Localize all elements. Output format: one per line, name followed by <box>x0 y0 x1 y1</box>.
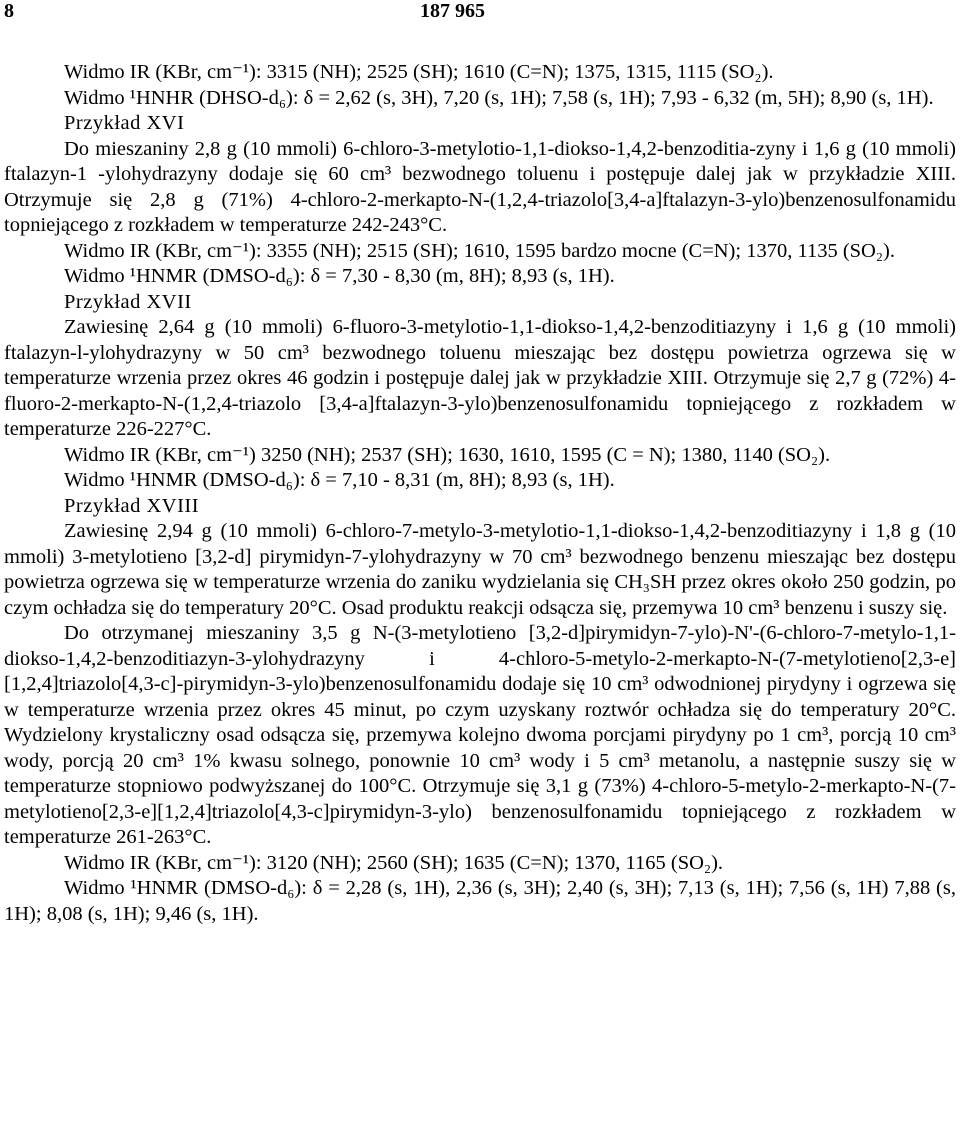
nmr-spectrum-line: Widmo ¹HNMR (DMSO-d₆): δ = 7,10 - 8,31 (m, 8H); 8,93 (s, 1H). <box>64 469 615 491</box>
nmr-spectrum-line: Widmo ¹HNMR (DMSO-d₆): δ = 2,28 (s, 1H), 2,36 (s, 3H); 2,40 (s, 3H); 7,13 (s, 1H); 7,56 (s, 1H) 7,88 (s, 1H); 8,08 (s, 1H); 9,46 (s, 1H). <box>4 877 956 925</box>
ir-spectrum-line: Widmo IR (KBr, cm⁻¹): 3355 (NH); 2515 (SH); 1610, 1595 bardzo mocne (C=N); 1370, 1135 (SO₂). <box>64 239 895 262</box>
page-number: 8 <box>4 0 14 22</box>
example-heading: Przykład XVIII <box>64 494 200 517</box>
example-heading: Przykład XVI <box>64 112 185 134</box>
patent-number: 187 965 <box>420 0 485 22</box>
nmr-spectrum-line: Widmo ¹HNHR (DHSO-d₆): δ = 2,62 (s, 3H), 7,20 (s, 1H); 7,58 (s, 1H); 7,93 - 6,32 (m, 5H); 8,90 (s, 1H). <box>64 86 934 109</box>
example-paragraph: Zawiesinę 2,94 g (10 mmoli) 6-chloro-7-metylo-3-metylotio-1,1-diokso-1,4,2-benzoditiazyny i 1,8 g (10 mmoli) 3-metylotieno [3,2-d] pirymidyn-7-ylohydrazyny w 70 cm³ bezwodnego benzenu mieszając bez dostępu powietrza ogrzewa się w temperaturze wrzenia do zaniku wydzielania się CH₃SH przez okres około 250 godzin, po czym ochładza się do temperatury 20°C. Osad produktu reakcji odsącza się, przemywa 10 cm³ benzenu i suszy się. <box>4 520 956 619</box>
example-heading: Przykład XVII <box>64 290 192 313</box>
ir-spectrum-line: Widmo IR (KBr, cm⁻¹): 3120 (NH); 2560 (SH); 1635 (C=N); 1370, 1165 (SO₂). <box>64 851 724 874</box>
document-body <box>4 60 956 927</box>
ir-spectrum-line: Widmo IR (KBr, cm⁻¹) 3250 (NH); 2537 (SH); 1630, 1610, 1595 (C = N); 1380, 1140 (SO₂). <box>64 443 831 466</box>
example-paragraph: Zawiesinę 2,64 g (10 mmoli) 6-fluoro-3-metylotio-1,1-diokso-1,4,2-benzoditiazyny i 1,6 g (10 mmoli) ftalazyn-l-ylohydrazyny w 50 cm³ bezwodnego toluenu mieszając bez dostępu powietrza ogrzewa się w temperaturze wrzenia przez okres 46 godzin i postępuje dalej jak w przykładzie XIII. Otrzymuje się 2,7 g (72%) 4-fluoro-2-merkapto-N-(1,2,4-triazolo [3,4-a]ftalazyn-3-ylo)benzenosulfonamidu topniejącego z rozkładem w temperaturze 226-227°C. <box>4 316 956 440</box>
ir-spectrum-line: Widmo IR (KBr, cm⁻¹): 3315 (NH); 2525 (SH); 1610 (C=N); 1375, 1315, 1115 (SO₂). <box>64 61 774 83</box>
example-paragraph: Do mieszaniny 2,8 g (10 mmoli) 6-chloro-3-metylotio-1,1-diokso-1,4,2-benzoditia-zyny i 1,6 g (10 mmoli) ftalazyn-1 -ylohydrazyny dodaje się 60 cm³ bezwodnego toluenu i postępuje dalej jak w przykładzie XIII. Otrzymuje się 2,8 g (71%) 4-chloro-2-merkapto-N-(1,2,4-triazolo[3,4-a]ftalazyn-3-ylo)benzenosulfonamidu topniejącego z rozkładem w temperaturze 242-243°C. <box>4 137 956 236</box>
example-paragraph: Do otrzymanej mieszaniny 3,5 g N-(3-metylotieno [3,2-d]pirymidyn-7-ylo)-N'-(6-chloro-7-metylo-1,1-diokso-1,4,2-benzoditiazyn-3-ylohydrazyny i 4-chloro-5-metylo-2-merkapto-N-(7-metylotieno[2,3-e][1,2,4]triazolo[4,3-c]-pirymidyn-3-ylo)benzenosulfonamidu dodaje się 10 cm³ odwodnionej pirydyny i ogrzewa się w temperaturze wrzenia przez okres 45 minut, po czym uzyskany roztwór ochładza się do temperatury 20°C. Wydzielony krystaliczny osad odsącza się, przemywa kolejno dwoma porcjami pirydyny po 1 cm³, porcją 10 cm³ wody, porcją 20 cm³ 1% kwasu solnego, ponownie 10 cm³ wody i 5 cm³ metanolu, a następnie suszy się w temperaturze stopniowo podwyższanej do 100°C. Otrzymuje się 3,1 g (73%) 4-chloro-5-metylo-2-merkapto-N-(7-metylotieno[2,3-e][1,2,4]triazolo[4,3-c]pirymidyn-3-ylo) benzenosulfonamidu topniejącego z rozkładem w temperaturze 261-263°C. <box>4 622 956 848</box>
nmr-spectrum-line: Widmo ¹HNMR (DMSO-d₆): δ = 7,30 - 8,30 (m, 8H); 8,93 (s, 1H). <box>64 265 615 287</box>
